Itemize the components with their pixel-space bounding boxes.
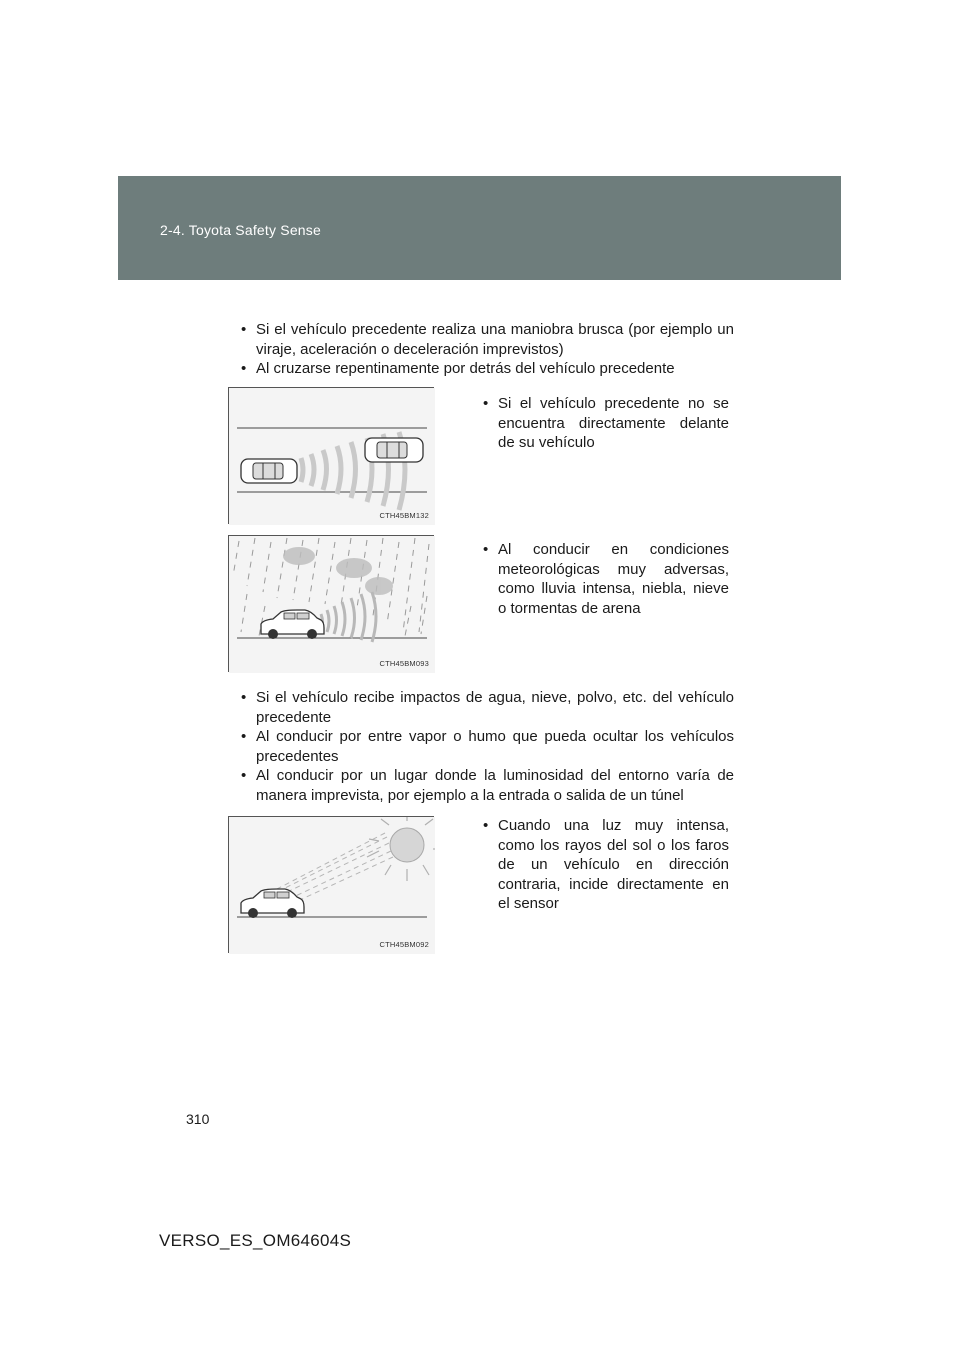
list-item: • Al conducir por entre vapor o humo que pueda ocultar los vehículos precedentes <box>240 727 734 766</box>
list-item: • Si el vehículo recibe impactos de agua, nieve, polvo, etc. del vehículo precedente <box>240 688 734 727</box>
list-item: • Al conducir por un lugar donde la luminosidad del entorno varía de manera imprevista, por ejemplo a la entrada o salida de un túnel <box>240 766 734 805</box>
list-item: • Al conducir en condiciones meteorológicas muy adversas, como lluvia intensa, niebla, nieve o tormentas de arena <box>482 540 729 618</box>
middle-bullet-list <box>240 688 734 805</box>
list-item: • Si el vehículo precedente realiza una maniobra brusca (por ejemplo un viraje, aceleración o deceleración imprevistos) <box>240 320 734 359</box>
figure-sun-glare <box>228 816 434 953</box>
bad-weather-illustration <box>229 536 435 673</box>
header-band <box>118 176 841 280</box>
list-item: • Si el vehículo precedente no se encuentra directamente delante de su vehículo <box>482 394 729 453</box>
figure-caption-1 <box>482 394 729 453</box>
figure-offset-vehicle <box>228 387 434 524</box>
figure-caption-2 <box>482 540 729 618</box>
list-item: • Al cruzarse repentinamente por detrás del vehículo precedente <box>240 359 734 379</box>
section-title: 2-4. Toyota Safety Sense <box>160 222 321 238</box>
footer-document-code: VERSO_ES_OM64604S <box>159 1231 352 1250</box>
figure-caption-3 <box>482 816 729 914</box>
sun-glare-illustration <box>229 817 435 954</box>
offset-vehicle-illustration <box>229 388 435 525</box>
page-number: 310 <box>186 1111 210 1127</box>
figure-code: CTH45BM093 <box>379 659 429 668</box>
figure-bad-weather <box>228 535 434 672</box>
top-bullet-list <box>240 320 734 379</box>
figure-code: CTH45BM132 <box>379 511 429 520</box>
list-item: • Cuando una luz muy intensa, como los rayos del sol o los faros de un vehículo en dirección contraria, incide directamente en el sensor <box>482 816 729 914</box>
figure-code: CTH45BM092 <box>379 940 429 949</box>
